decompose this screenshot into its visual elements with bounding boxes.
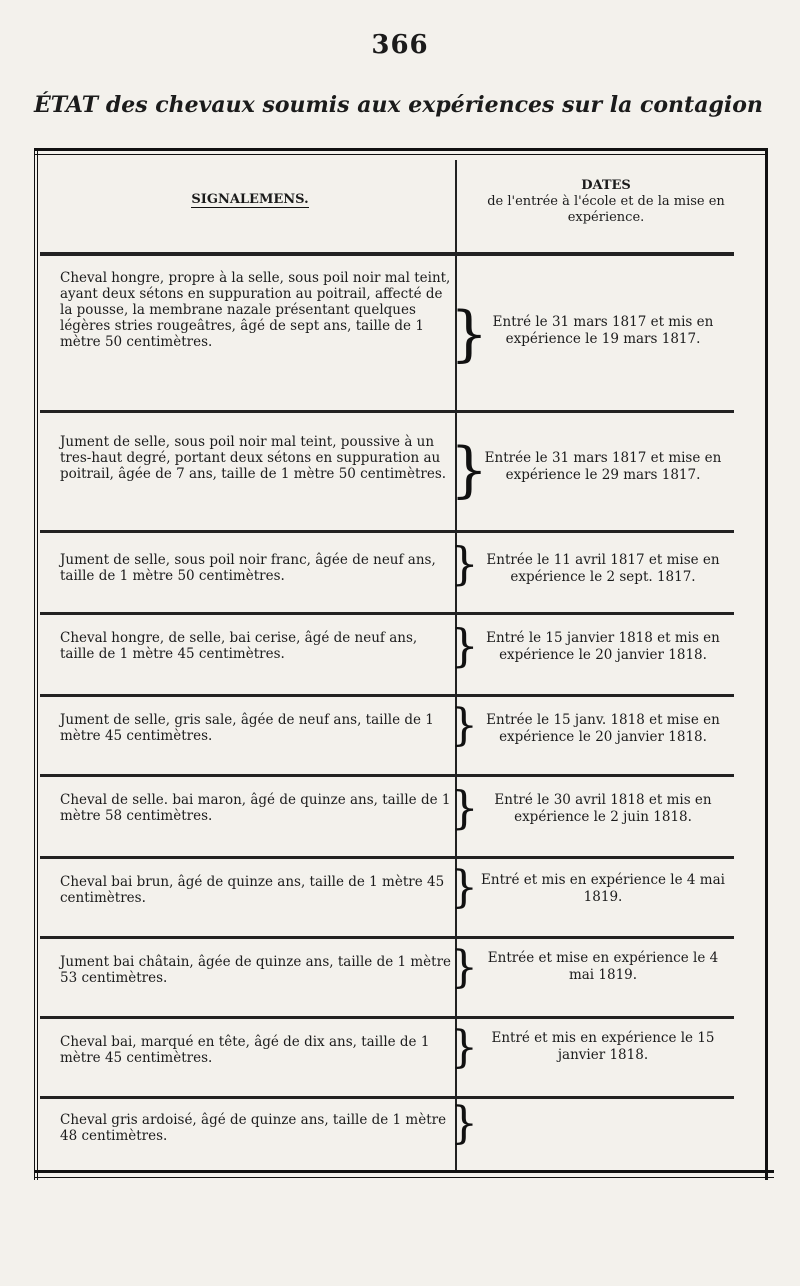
table-row	[40, 774, 764, 856]
brace-icon: }	[450, 1098, 478, 1149]
table-row	[40, 936, 764, 1016]
brace-icon: }	[450, 942, 478, 993]
row-date: Entré le 31 mars 1817 et mis en expérience le 19 mars 1817.	[492, 314, 714, 347]
bottom-rule-thin	[34, 1177, 774, 1178]
row-date: Entrée le 15 janv. 1818 et mise en expérience le 20 janvier 1818.	[486, 712, 720, 745]
page-number: 366	[371, 30, 429, 60]
header-dates-rest: de l'entrée à l'école et de la mise en expérience.	[487, 194, 725, 225]
row-description: Jument bai châtain, âgée de quinze ans, taille de 1 mètre 53 centimètres.	[60, 954, 452, 986]
brace-icon: }	[450, 862, 478, 913]
brace-icon: }	[450, 537, 479, 590]
row-description: Cheval hongre, de selle, bai cerise, âgé de neuf ans, taille de 1 mètre 45 centimètres.	[60, 630, 418, 662]
header-signalemens: SIGNALEMENS.	[191, 192, 309, 207]
row-description: Cheval hongre, propre à la selle, sous poil noir mal teint, ayant deux sétons en suppuration au poitrail, affecté de la pousse, la membrane nazale présentant quelques légères stries rougeâtres, âgé de sept ans, taille de 1 mètre 50 centimètres.	[60, 270, 451, 350]
brace-icon: }	[450, 1022, 478, 1073]
header-dates-caps: DATES	[581, 178, 631, 193]
row-description: Cheval de selle. bai maron, âgé de quinze ans, taille de 1 mètre 58 centimètres.	[60, 792, 451, 824]
table-row	[40, 1016, 764, 1096]
row-description: Jument de selle, gris sale, âgée de neuf ans, taille de 1 mètre 45 centimètres.	[60, 712, 434, 744]
brace-icon: }	[450, 700, 478, 751]
table-row	[40, 856, 764, 936]
brace-icon: }	[450, 435, 489, 505]
row-description: Cheval bai brun, âgé de quinze ans, taille de 1 mètre 45 centimètres.	[60, 874, 445, 906]
row-date: Entré et mis en expérience le 4 mai 1819.	[481, 872, 725, 905]
row-date: Entré le 30 avril 1818 et mis en expérience le 2 juin 1818.	[494, 792, 712, 825]
brace-icon: }	[450, 299, 489, 369]
page-title: ÉTAT des chevaux soumis aux expériences sur la contagion	[34, 92, 763, 118]
row-date: Entrée le 31 mars 1817 et mise en expérience le 29 mars 1817.	[484, 450, 722, 483]
table-row	[40, 694, 764, 774]
table-row	[40, 530, 764, 612]
bottom-rule	[34, 1170, 774, 1173]
table-row	[40, 1096, 764, 1168]
table-row	[40, 258, 764, 410]
brace-icon: }	[450, 619, 479, 672]
row-description: Cheval bai, marqué en tête, âgé de dix ans, taille de 1 mètre 45 centimètres.	[60, 1034, 430, 1066]
row-date: Entré et mis en expérience le 15 janvier 1818.	[491, 1030, 715, 1063]
row-description: Cheval gris ardoisé, âgé de quinze ans, taille de 1 mètre 48 centimètres.	[60, 1112, 447, 1144]
row-description: Jument de selle, sous poil noir franc, âgée de neuf ans, taille de 1 mètre 50 centimètres.	[60, 552, 436, 584]
row-date: Entrée et mise en expérience le 4 mai 1819.	[487, 950, 719, 983]
table-row	[40, 410, 764, 530]
row-date: Entré le 15 janvier 1818 et mis en expérience le 20 janvier 1818.	[486, 630, 720, 663]
brace-icon: }	[450, 781, 479, 834]
header-separator	[40, 252, 734, 256]
row-description: Jument de selle, sous poil noir mal teint, poussive à un tres-haut degré, portant deux sétons en suppuration au poitrail, âgée de 7 ans, taille de 1 mètre 50 centimètres.	[60, 434, 447, 482]
table-row	[40, 612, 764, 694]
row-date: Entrée le 11 avril 1817 et mise en expérience le 2 sept. 1817.	[486, 552, 720, 585]
header-dates	[478, 178, 734, 226]
